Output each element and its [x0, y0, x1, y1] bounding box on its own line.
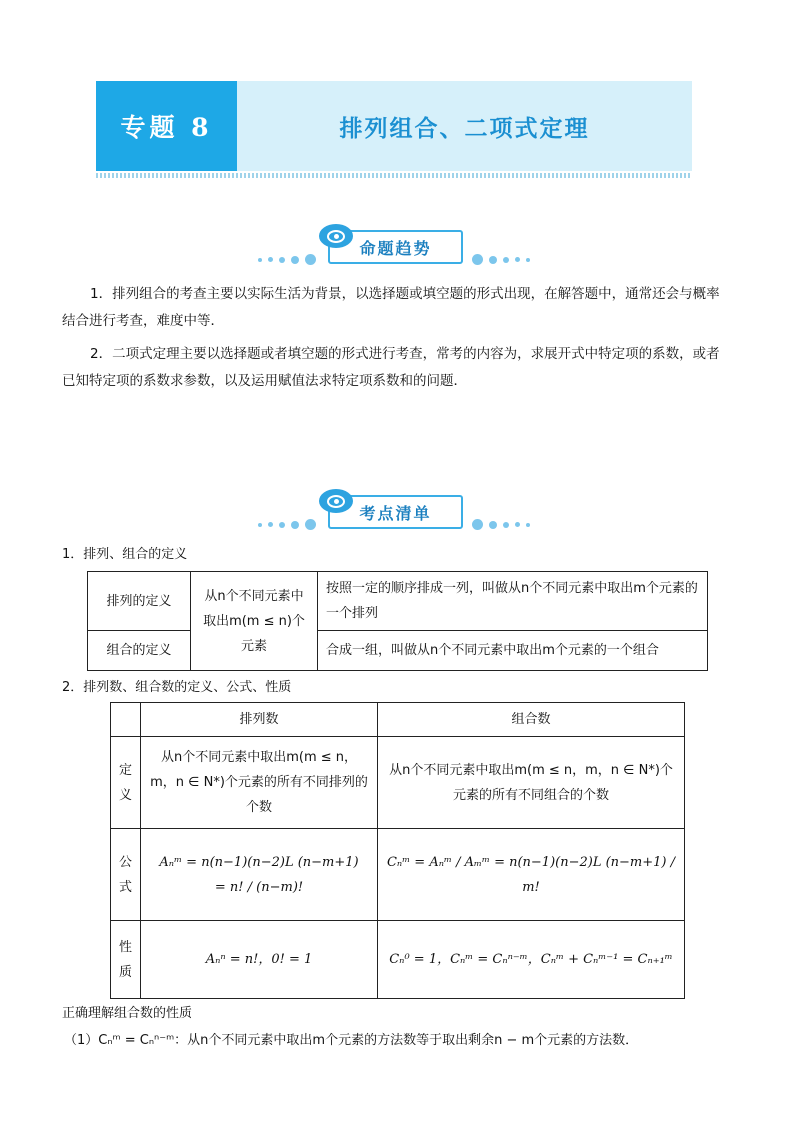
def-comb: 从n个不同元素中取出m(m ≤ n，m，n ∈ N*)个元素的所有不同组合的个数 [378, 737, 685, 829]
col-header-perm: 排列数 [141, 703, 378, 737]
trend-item-2: 2．二项式定理主要以选择题或者填空题的形式进行考查，常考的内容为，求展开式中特定项的系数，或者已知特定项的系数求参数，以及运用赋值法求特定项系数和的问题． [62, 346, 720, 389]
formula-comb: Cₙᵐ = Aₙᵐ / Aₘᵐ = n(n−1)(n−2)L (n−m+1) / m! [378, 829, 685, 921]
comb-def-label: 组合的定义 [88, 631, 191, 671]
note-item-1: （1）Cₙᵐ = Cₙⁿ⁻ᵐ：从n个不同元素中取出m个元素的方法数等于取出剩余n − m个元素的方法数． [64, 1033, 639, 1048]
note-title: 正确理解组合数的性质 [62, 1006, 193, 1021]
shared-def: 从n个不同元素中取出m(m ≤ n)个元素 [191, 572, 318, 671]
formula-perm-line1: Aₙᵐ = n(n−1)(n−2)L (n−m+1) [159, 854, 359, 870]
heading-definitions: 1．排列、组合的定义 [62, 547, 188, 562]
def-perm: 从n个不同元素中取出m(m ≤ n，m，n ∈ N*)个元素的所有不同排列的个数 [141, 737, 378, 829]
header-divider [96, 173, 692, 178]
comb-def-desc: 合成一组，叫做从n个不同元素中取出m个元素的一个组合 [318, 631, 708, 671]
section-badge-trend: 命题趋势 [328, 230, 463, 264]
prop-comb: Cₙ⁰ = 1，Cₙᵐ = Cₙⁿ⁻ᵐ，Cₙᵐ + Cₙᵐ⁻¹ = Cₙ₊₁ᵐ [378, 921, 685, 999]
definition-table [87, 571, 708, 671]
badge-dots-right [472, 254, 530, 265]
formula-table [110, 702, 685, 999]
heading-formulas: 2．排列数、组合数的定义、公式、性质 [62, 680, 292, 695]
col-header-comb: 组合数 [378, 703, 685, 737]
corner-cell [111, 703, 141, 737]
section-badge-checklist: 考点清单 [328, 495, 463, 529]
badge-dots-left [258, 254, 316, 265]
eye-icon [319, 224, 353, 248]
topic-number: 专题 8 [120, 113, 213, 142]
eye-icon [319, 489, 353, 513]
prop-perm: Aₙⁿ = n!，0! = 1 [141, 921, 378, 999]
badge-dots-right-2 [472, 519, 530, 530]
badge-dots-left-2 [258, 519, 316, 530]
page-title: 排列组合、二项式定理 [339, 114, 590, 142]
perm-def-desc: 按照一定的顺序排成一列，叫做从n个不同元素中取出m个元素的一个排列 [318, 572, 708, 631]
formula-perm [141, 829, 378, 921]
prop-row-label: 性质 [111, 921, 141, 999]
formula-perm-line2: = n! / (n−m)! [214, 879, 304, 895]
perm-def-label: 排列的定义 [88, 572, 191, 631]
def-row-label: 定义 [111, 737, 141, 829]
trend-item-1: 1．排列组合的考查主要以实际生活为背景，以选择题或填空题的形式出现，在解答题中，通常还会与概率结合进行考查，难度中等． [62, 286, 720, 329]
formula-row-label: 公式 [111, 829, 141, 921]
